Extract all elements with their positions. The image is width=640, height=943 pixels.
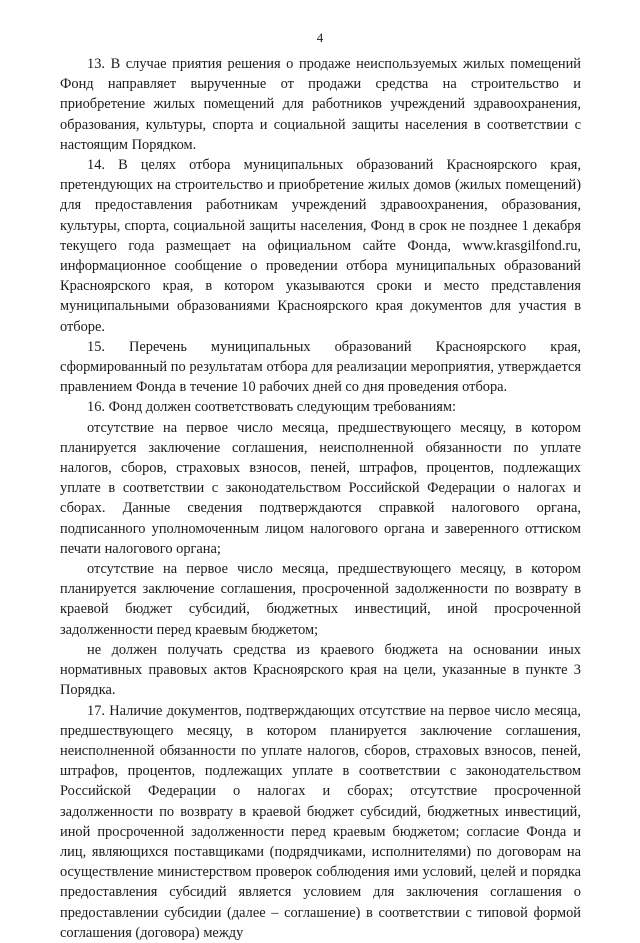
paragraph-16-item-1: отсутствие на первое число месяца, предшествующего месяцу, в котором планируется заключение соглашения, неисполненной обязанности по уплате налогов, сборов, страховых взносов, пеней, штрафов, процентов, подлежащих уплате в соответствии с законодательством Российской Федерации о налогах и сборах. Данные сведения подтверждаются справкой налогового органа, подписанного уполномоченным лицом налогового органа и заверенного оттиском печати налогового органа; <box>60 419 581 557</box>
page-number: 4 <box>316 30 324 45</box>
document-body <box>60 54 581 943</box>
paragraph-16: 16. Фонд должен соответствовать следующим требованиям: <box>87 399 456 416</box>
paragraph-16-item-2: отсутствие на первое число месяца, предшествующего месяцу, в котором планируется заключение соглашения, просроченной задолженности по возврату в краевой бюджет субсидий, бюджетных инвестиций, иной просроченной задолженности перед краевым бюджетом; <box>60 561 581 638</box>
paragraph-16-item-3: не должен получать средства из краевого бюджета на основании иных нормативных правовых актов Красноярского края на цели, указанные в пункте 3 Порядка. <box>60 641 581 699</box>
paragraph-15: 15. Перечень муниципальных образований Красноярского края, сформированный по результатам отбора для реализации мероприятия, утверждается правлением Фонда в течение 10 рабочих дней со дня проведения отбора. <box>60 338 581 396</box>
paragraph-14: 14. В целях отбора муниципальных образований Красноярского края, претендующих на строительство и приобретение жилых домов (жилых помещений) для предоставления работникам учреждений здравоохранения, образования, культуры, спорта, социальной защиты населения, Фонд в срок не позднее 1 декабря текущего года размещает на официальном сайте Фонда, www.krasgilfond.ru, информационное сообщение о проведении отбора муниципальных образований Красноярского края, в котором указываются сроки и место представления муниципальными образованиями Красноярского края документов для участия в отборе. <box>60 157 581 335</box>
paragraph-17: 17. Наличие документов, подтверждающих отсутствие на первое число месяца, предшествующего месяцу, в котором планируется заключение соглашения, неисполненной обязанности по уплате налогов, сборов, страховых взносов, пеней, штрафов, процентов, подлежащих уплате в соответствии с законодательством Российской Федерации о налогах и сборах; отсутствие просроченной задолженности по возврату в краевой бюджет субсидий, бюджетных инвестиций, иной просроченной задолженности перед краевым бюджетом; согласие Фонда и лиц, являющихся поставщиками (подрядчиками, исполнителями) по договорам на осуществление министерством проверок соблюдения ими условий, целей и порядка предоставления субсидий является условием для заключения соглашения о предоставлении субсидии (далее – соглашение) в соответствии с типовой формой соглашения (договора) между <box>60 702 581 941</box>
paragraph-13: 13. В случае приятия решения о продаже неиспользуемых жилых помещений Фонд направляет вырученные от продажи средства на строительство и приобретение жилых помещений для работников учреждений здравоохранения, образования, культуры, спорта и социальной защиты населения в соответствии с настоящим Порядком. <box>60 56 581 153</box>
